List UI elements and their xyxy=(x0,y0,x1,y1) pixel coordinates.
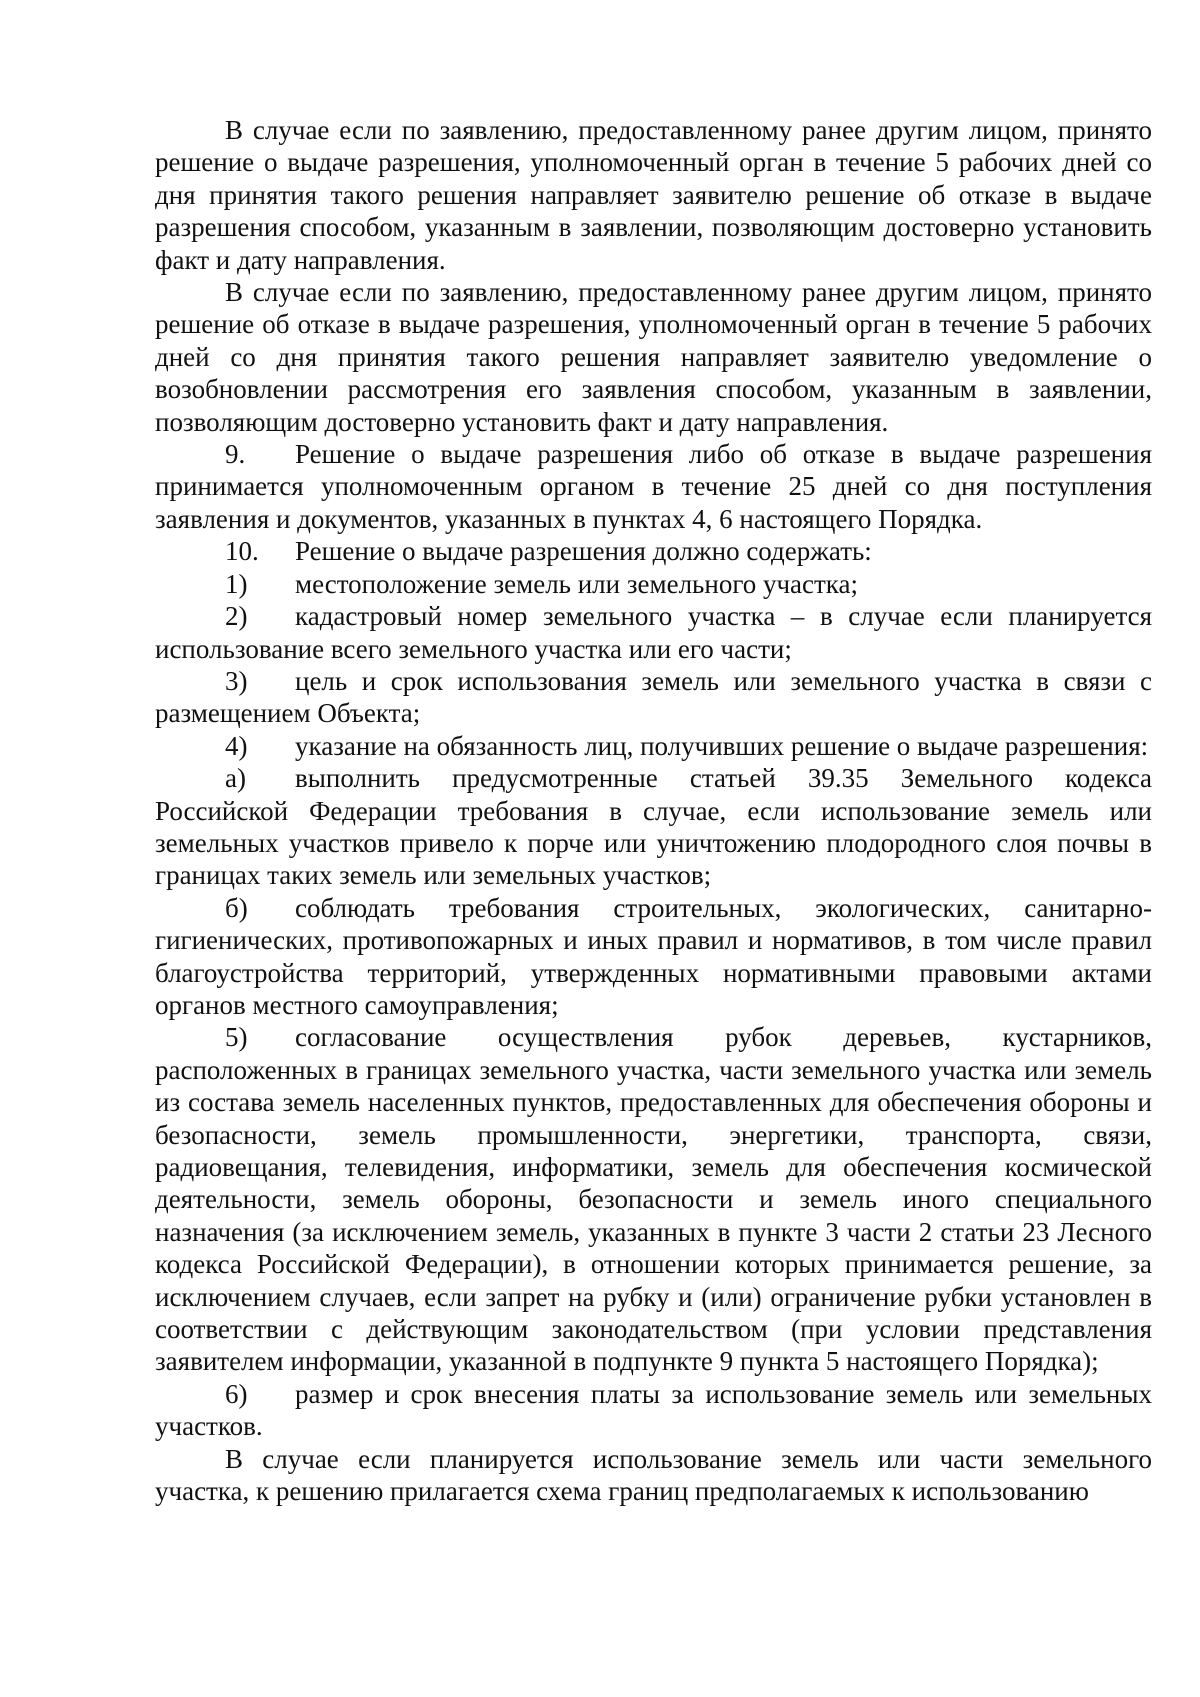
item-text: цель и срок использования земель или земельного участка в связи с размещением Объекта; xyxy=(155,665,1152,729)
item-number: 9. xyxy=(225,439,246,470)
numbered-item xyxy=(155,892,1152,1022)
item-number: а) xyxy=(225,763,246,794)
item-number: 10. xyxy=(225,536,259,567)
numbered-item xyxy=(155,535,1152,567)
numbered-item xyxy=(155,730,1152,762)
paragraph: В случае если планируется использование земель или части земельного участка, к решению прилагается схема границ предполагаемых к использованию xyxy=(155,1443,1152,1507)
item-number: 5) xyxy=(225,1022,248,1053)
item-number: б) xyxy=(225,892,248,923)
item-text: кадастровый номер земельного участка – в случае если планируется использование всего земельного участка или его части; xyxy=(155,601,1152,664)
numbered-item xyxy=(155,1021,1152,1377)
numbered-item xyxy=(155,665,1152,730)
item-text: соблюдать требования строительных, экологических, санитарно-гигиенических, противопожарных и иных правил и нормативов, в том числе правил благоустройства территорий, утвержденных нормативными правовыми актами органов местного самоуправления; xyxy=(155,892,1152,1020)
item-text: Решение о выдаче разрешения либо об отказе в выдаче разрешения принимается уполномоченным органом в течение 25 дней со дня поступления заявления и документов, указанных в пунктах 4, 6 настоящего Порядка. xyxy=(155,439,1152,534)
item-number: 6) xyxy=(225,1378,248,1409)
item-number: 3) xyxy=(225,665,248,696)
numbered-item xyxy=(155,762,1152,892)
item-text: выполнить предусмотренные статьей 39.35 Земельного кодекса Российской Федерации требования в случае, если использование земель или земельных участков привело к порче или уничтожению плодородного слоя почвы в границах таких земель или земельных участков; xyxy=(155,763,1152,891)
item-text: согласование осуществления рубок деревьев, кустарников, расположенных в границах земельного участка, части земельного участка или земель из состава земель населенных пунктов, предоставленных для обеспечения обороны и безопасности, земель промышленности, энергетики, транспорта, связи, радиовещания, телевидения, информатики, земель для обеспечения космической деятельности, земель обороны, безопасности и земель иного специального назначения (за исключением земель, указанных в пункте 3 части 2 статьи 23 Лесного кодекса Российской Федерации), в отношении которых принимается решение, за исключением случаев, если запрет на рубку и (или) ограничение рубки установлен в соответствии с действующим законодательством (при условии представления заявителем информации, указанной в подпункте 9 пункта 5 настоящего Порядка); xyxy=(155,1022,1152,1377)
paragraph: В случае если по заявлению, предоставленному ранее другим лицом, принято решение о выдаче разрешения, уполномоченный орган в течение 5 рабочих дней со дня принятия такого решения направляет заявителю решение об отказе в выдаче разрешения способом, указанным в заявлении, позволяющим достоверно установить факт и дату направления. xyxy=(155,115,1152,275)
numbered-item xyxy=(155,600,1152,665)
item-number: 1) xyxy=(225,568,248,599)
item-number: 2) xyxy=(225,601,248,632)
numbered-item xyxy=(155,438,1152,535)
item-text: местоположение земель или земельного участка; xyxy=(295,568,859,599)
item-text: указание на обязанность лиц, получивших решение о выдаче разрешения: xyxy=(295,730,1149,761)
numbered-item xyxy=(155,1378,1152,1443)
item-text: размер и срок внесения платы за использование земель или земельных участков. xyxy=(155,1378,1152,1442)
paragraph: В случае если по заявлению, предоставленному ранее другим лицом, принято решение об отказе в выдаче разрешения, уполномоченный орган в течение 5 рабочих дней со дня принятия такого решения направляет заявителю уведомление о возобновлении рассмотрения его заявления способом, указанным в заявлении, позволяющим достоверно установить факт и дату направления. xyxy=(155,277,1152,437)
numbered-item xyxy=(155,568,1152,600)
item-text: Решение о выдаче разрешения должно содержать: xyxy=(295,536,872,567)
item-number: 4) xyxy=(225,730,248,761)
